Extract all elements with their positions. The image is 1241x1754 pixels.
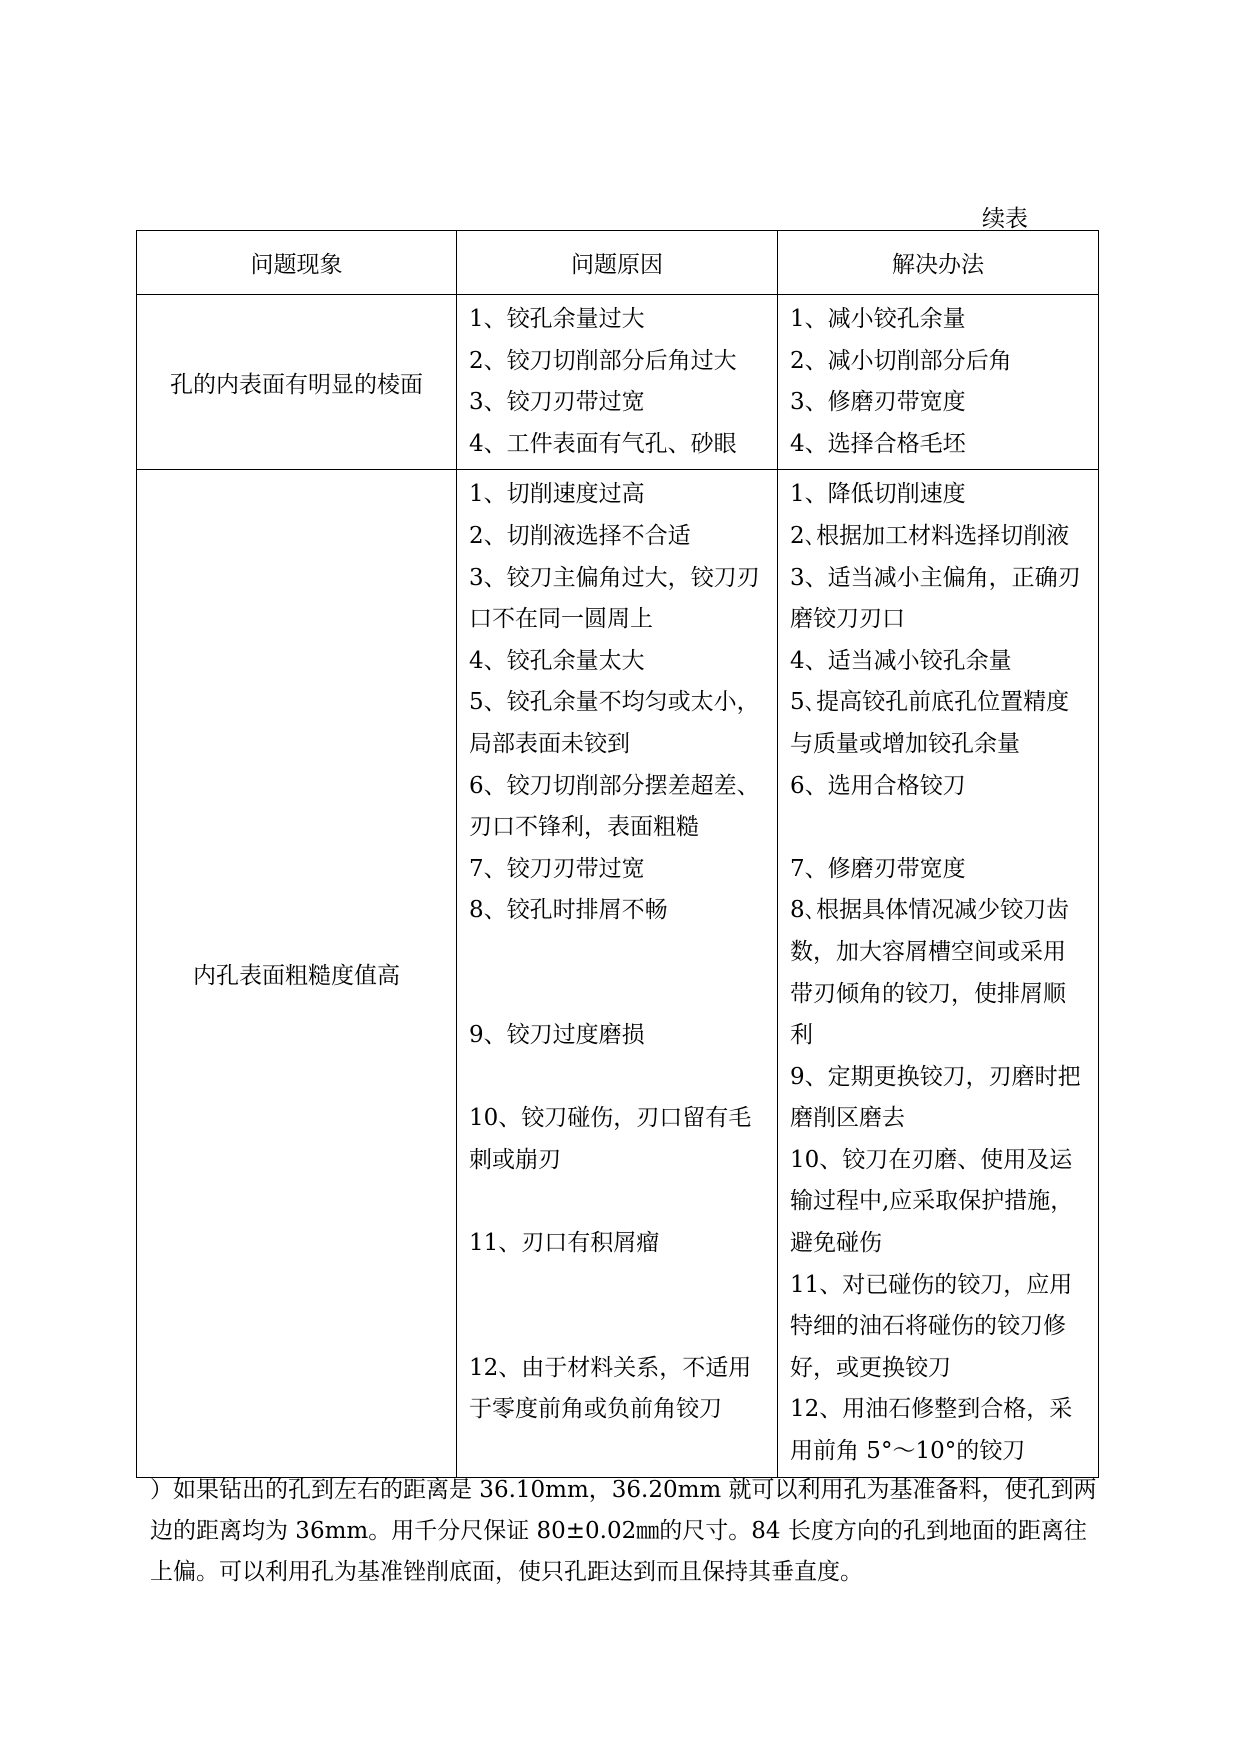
solution-line bbox=[790, 807, 1098, 849]
cause-line: 10、铰刀碰伤，刃口留有毛 bbox=[469, 1105, 752, 1132]
header-cause: 问题原因 bbox=[457, 231, 778, 295]
solution-line: 8､根据具体情况减少铰刀齿 bbox=[790, 897, 1070, 924]
solution-cell bbox=[778, 295, 1099, 470]
solution-line: 1、降低切削速度 bbox=[790, 481, 966, 508]
cause-cell bbox=[457, 295, 778, 470]
troubleshooting-table bbox=[136, 230, 1099, 1478]
table-header-row bbox=[137, 231, 1099, 295]
cause-line: 3、铰刀主偏角过大，铰刀刃 bbox=[469, 564, 760, 591]
cause-line: 12、由于材料关系，不适用 bbox=[469, 1354, 752, 1381]
solution-line: 3、适当减小主偏角，正确刃 bbox=[790, 564, 1081, 591]
solution-line: 用前角 5°～10°的铰刀 bbox=[790, 1438, 1026, 1465]
cause-line: 6、铰刀切削部分摆差超差、 bbox=[469, 772, 760, 799]
cause-line bbox=[469, 1265, 777, 1307]
cause-line: 4、工件表面有气孔、砂眼 bbox=[469, 430, 737, 457]
cause-line: 2、切削液选择不合适 bbox=[469, 522, 691, 549]
cause-line: 1、铰孔余量过大 bbox=[469, 306, 645, 332]
cause-line bbox=[469, 974, 777, 1016]
cause-line bbox=[469, 1181, 777, 1223]
solution-line: 数，加大容屑槽空间或采用 bbox=[790, 938, 1066, 965]
cause-line: 7、铰刀刃带过宽 bbox=[469, 855, 645, 882]
cause-line bbox=[469, 1057, 777, 1099]
header-solution: 解决办法 bbox=[778, 231, 1099, 295]
solution-line: 带刃倾角的铰刀，使排屑顺 bbox=[790, 980, 1066, 1007]
solution-line: 1、减小铰孔余量 bbox=[790, 306, 966, 332]
table-row bbox=[137, 470, 1099, 1477]
solution-cell bbox=[778, 470, 1099, 1477]
solution-line: 输过程中,应采取保护措施， bbox=[790, 1188, 1074, 1215]
table-row bbox=[137, 295, 1099, 470]
symptom-cell: 孔的内表面有明显的棱面 bbox=[137, 295, 457, 470]
cause-line: 口不在同一圆周上 bbox=[469, 606, 653, 633]
cause-line: 2、铰刀切削部分后角过大 bbox=[469, 347, 737, 374]
solution-line: 4、适当减小铰孔余量 bbox=[790, 647, 1012, 674]
cause-line: 刺或崩刃 bbox=[469, 1146, 561, 1173]
cause-line: 于零度前角或负前角铰刀 bbox=[469, 1396, 722, 1423]
solution-line: 4、选择合格毛坯 bbox=[790, 430, 966, 457]
solution-line: 与质量或增加铰孔余量 bbox=[790, 730, 1020, 757]
cause-line: 3、铰刀刃带过宽 bbox=[469, 389, 645, 416]
solution-line: 9、定期更换铰刀，刃磨时把 bbox=[790, 1063, 1081, 1090]
solution-line: 6、选用合格铰刀 bbox=[790, 772, 966, 799]
solution-line: 3、修磨刃带宽度 bbox=[790, 389, 966, 416]
cause-line: 9、铰刀过度磨损 bbox=[469, 1022, 645, 1049]
continued-table-label: 续表 bbox=[982, 206, 1028, 232]
cause-line: 11、刃口有积屑瘤 bbox=[469, 1230, 660, 1257]
cause-line: 5、铰孔余量不均匀或太小， bbox=[469, 689, 760, 716]
header-symptom: 问题现象 bbox=[137, 231, 457, 295]
solution-line: 磨铰刀刃口 bbox=[790, 606, 905, 633]
solution-line: 10、铰刀在刃磨、使用及运 bbox=[790, 1146, 1073, 1173]
solution-line: 磨削区磨去 bbox=[790, 1105, 905, 1132]
solution-line: 11、对已碰伤的铰刀，应用 bbox=[790, 1271, 1073, 1298]
cause-line: 局部表面未铰到 bbox=[469, 730, 630, 757]
solution-line: 避免碰伤 bbox=[790, 1230, 882, 1257]
cause-line bbox=[469, 1306, 777, 1348]
symptom-cell: 内孔表面粗糙度值高 bbox=[137, 470, 457, 1477]
cause-line: 4、铰孔余量太大 bbox=[469, 647, 645, 674]
note-paragraph: ）如果钻出的孔到左右的距离是 36.10mm，36.20mm 就可以利用孔为基准备料，使孔到两边的距离均为 36mm。用千分尺保证 80±0.02㎜的尺寸。84 长度方向的孔到地面的距离往上偏。可以利用孔为基准锉削底面，使只孔距达到而且保持其垂直度。 bbox=[150, 1477, 1097, 1585]
solution-line: 特细的油石将碰伤的铰刀修 bbox=[790, 1313, 1066, 1340]
solution-line: 2､根据加工材料选择切削液 bbox=[790, 522, 1070, 549]
solution-line: 好，或更换铰刀 bbox=[790, 1354, 951, 1381]
solution-line: 12、用油石修整到合格，采 bbox=[790, 1396, 1073, 1423]
solution-line: 2、减小切削部分后角 bbox=[790, 347, 1012, 374]
cause-line: 刃口不锋利，表面粗糙 bbox=[469, 814, 699, 841]
solution-line: 7、修磨刃带宽度 bbox=[790, 855, 966, 882]
cause-line bbox=[469, 1431, 777, 1473]
solution-line: 5､提高铰孔前底孔位置精度 bbox=[790, 689, 1070, 716]
cause-line: 8、铰孔时排屑不畅 bbox=[469, 897, 668, 924]
cause-line bbox=[469, 932, 777, 974]
cause-cell bbox=[457, 470, 778, 1477]
cause-line: 1、切削速度过高 bbox=[469, 481, 645, 508]
solution-line: 利 bbox=[790, 1022, 813, 1049]
